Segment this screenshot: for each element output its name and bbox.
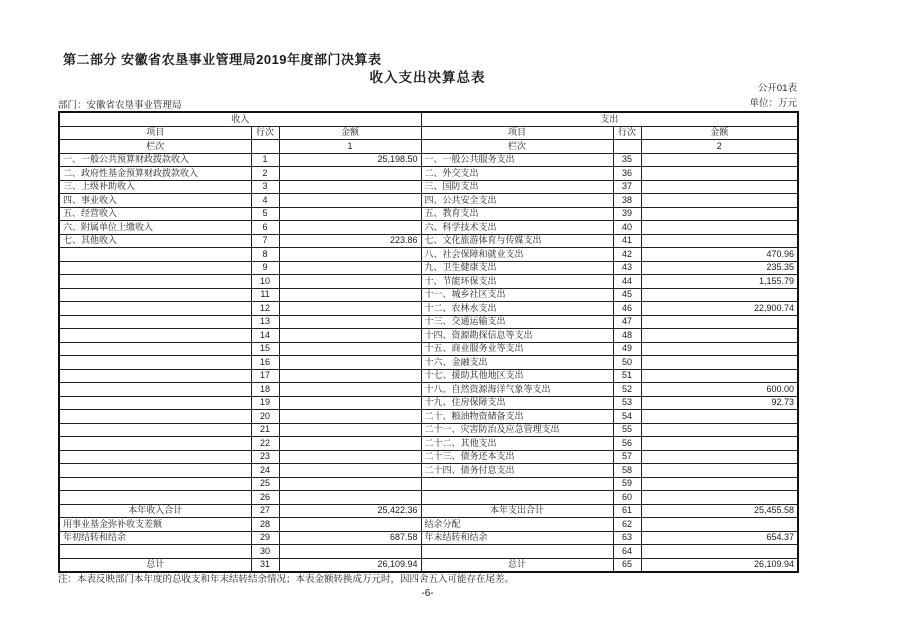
income-item-cell bbox=[59, 315, 251, 329]
expense-line-cell: 63 bbox=[613, 531, 641, 545]
expense-item-cell: 十四、资源勘探信息等支出 bbox=[421, 329, 613, 343]
income-line-cell: 25 bbox=[251, 477, 279, 491]
table-row bbox=[59, 356, 798, 370]
table-row bbox=[59, 477, 798, 491]
table-row bbox=[59, 437, 798, 451]
table-row bbox=[59, 396, 798, 410]
income-item-cell bbox=[59, 369, 251, 383]
expense-amount-cell bbox=[641, 464, 798, 478]
expense-line-cell: 41 bbox=[613, 234, 641, 248]
expense-line-cell: 45 bbox=[613, 288, 641, 302]
income-amount-cell bbox=[279, 221, 421, 235]
expense-item-cell: 二、外交支出 bbox=[421, 167, 613, 181]
expense-amount-cell bbox=[641, 356, 798, 370]
table-row bbox=[59, 180, 798, 194]
income-amount-cell bbox=[279, 369, 421, 383]
expense-item-cell: 十六、金融支出 bbox=[421, 356, 613, 370]
income-item-cell: 本年收入合计 bbox=[59, 504, 251, 518]
table-row bbox=[59, 302, 798, 316]
expense-line-cell: 39 bbox=[613, 207, 641, 221]
expense-item-cell: 十九、住房保障支出 bbox=[421, 396, 613, 410]
income-amount-col-header: 金额 bbox=[279, 126, 421, 140]
budget-table bbox=[58, 111, 799, 573]
income-amount-cell bbox=[279, 450, 421, 464]
expense-line-cell: 58 bbox=[613, 464, 641, 478]
expense-line-cell: 60 bbox=[613, 491, 641, 505]
income-amount-cell bbox=[279, 437, 421, 451]
income-item-cell bbox=[59, 491, 251, 505]
expense-item-cell: 二十三、债务还本支出 bbox=[421, 450, 613, 464]
income-amount-cell: 25,422.36 bbox=[279, 504, 421, 518]
table-row bbox=[59, 248, 798, 262]
table-row bbox=[59, 423, 798, 437]
expense-item-cell bbox=[421, 477, 613, 491]
income-line-cell: 19 bbox=[251, 396, 279, 410]
expense-line-cell: 61 bbox=[613, 504, 641, 518]
department-label: 部门：安徽省农垦事业管理局 bbox=[58, 100, 182, 111]
expense-item-cell: 十七、援助其他地区支出 bbox=[421, 369, 613, 383]
income-line-cell: 7 bbox=[251, 234, 279, 248]
income-index-line-blank bbox=[251, 140, 279, 154]
income-item-cell bbox=[59, 396, 251, 410]
expense-item-cell: 十二、农林水支出 bbox=[421, 302, 613, 316]
income-amount-cell bbox=[279, 545, 421, 559]
expense-line-cell: 42 bbox=[613, 248, 641, 262]
income-item-cell: 年初结转和结余 bbox=[59, 531, 251, 545]
expense-amount-cell bbox=[641, 423, 798, 437]
expense-item-cell: 二十一、灾害防治及应急管理支出 bbox=[421, 423, 613, 437]
income-amount-cell bbox=[279, 288, 421, 302]
income-line-cell: 20 bbox=[251, 410, 279, 424]
income-item-cell bbox=[59, 464, 251, 478]
expense-line-cell: 48 bbox=[613, 329, 641, 343]
table-row bbox=[59, 234, 798, 248]
income-line-cell: 1 bbox=[251, 153, 279, 167]
table-row bbox=[59, 450, 798, 464]
table-row bbox=[59, 275, 798, 289]
table-row bbox=[59, 194, 798, 208]
income-line-cell: 26 bbox=[251, 491, 279, 505]
expense-item-cell: 本年支出合计 bbox=[421, 504, 613, 518]
expense-amount-cell bbox=[641, 167, 798, 181]
table-row bbox=[59, 558, 798, 572]
section-header-row bbox=[59, 112, 798, 126]
expense-item-cell bbox=[421, 491, 613, 505]
expense-amount-cell: 600.00 bbox=[641, 383, 798, 397]
income-line-cell: 21 bbox=[251, 423, 279, 437]
column-index-row bbox=[59, 140, 798, 154]
income-item-cell: 三、上级补助收入 bbox=[59, 180, 251, 194]
income-amount-cell bbox=[279, 356, 421, 370]
expense-amount-cell bbox=[641, 518, 798, 532]
income-line-cell: 15 bbox=[251, 342, 279, 356]
table-row bbox=[59, 383, 798, 397]
table-row bbox=[59, 221, 798, 235]
document-title: 第二部分 安徽省农垦事业管理局2019年度部门决算表 bbox=[63, 52, 382, 67]
income-item-cell: 总计 bbox=[59, 558, 251, 572]
expense-amount-cell bbox=[641, 491, 798, 505]
expense-item-cell: 十一、城乡社区支出 bbox=[421, 288, 613, 302]
table-row bbox=[59, 545, 798, 559]
expense-item-cell: 九、卫生健康支出 bbox=[421, 261, 613, 275]
page-number: -6- bbox=[421, 588, 434, 599]
income-item-cell bbox=[59, 423, 251, 437]
expense-item-cell: 结余分配 bbox=[421, 518, 613, 532]
income-line-cell: 4 bbox=[251, 194, 279, 208]
income-item-cell bbox=[59, 383, 251, 397]
table-row bbox=[59, 342, 798, 356]
expense-line-cell: 64 bbox=[613, 545, 641, 559]
expense-index-number: 2 bbox=[641, 140, 798, 154]
income-line-cell: 29 bbox=[251, 531, 279, 545]
expense-line-cell: 55 bbox=[613, 423, 641, 437]
income-amount-cell bbox=[279, 396, 421, 410]
expense-amount-col-header: 金额 bbox=[641, 126, 798, 140]
expense-index-label: 栏次 bbox=[421, 140, 613, 154]
income-line-cell: 5 bbox=[251, 207, 279, 221]
income-amount-cell bbox=[279, 423, 421, 437]
expense-amount-cell: 26,109.94 bbox=[641, 558, 798, 572]
income-line-cell: 28 bbox=[251, 518, 279, 532]
expense-amount-cell bbox=[641, 194, 798, 208]
income-item-cell: 一、一般公共预算财政拨款收入 bbox=[59, 153, 251, 167]
income-item-cell: 四、事业收入 bbox=[59, 194, 251, 208]
income-amount-cell: 25,198.50 bbox=[279, 153, 421, 167]
income-item-cell: 七、其他收入 bbox=[59, 234, 251, 248]
income-item-cell: 用事业基金弥补收支差额 bbox=[59, 518, 251, 532]
expense-line-col-header: 行次 bbox=[613, 126, 641, 140]
expense-amount-cell bbox=[641, 342, 798, 356]
income-line-cell: 24 bbox=[251, 464, 279, 478]
income-amount-cell bbox=[279, 477, 421, 491]
income-amount-cell bbox=[279, 180, 421, 194]
income-item-cell bbox=[59, 410, 251, 424]
income-item-col-header: 项目 bbox=[59, 126, 251, 140]
expense-amount-cell: 25,455.58 bbox=[641, 504, 798, 518]
income-amount-cell: 687.58 bbox=[279, 531, 421, 545]
expense-item-col-header: 项目 bbox=[421, 126, 613, 140]
table-title: 收入支出决算总表 bbox=[369, 70, 486, 85]
expense-line-cell: 53 bbox=[613, 396, 641, 410]
expense-line-cell: 46 bbox=[613, 302, 641, 316]
income-line-cell: 9 bbox=[251, 261, 279, 275]
expense-item-cell: 二十二、其他支出 bbox=[421, 437, 613, 451]
income-line-cell: 13 bbox=[251, 315, 279, 329]
income-line-cell: 10 bbox=[251, 275, 279, 289]
income-line-cell: 30 bbox=[251, 545, 279, 559]
expense-line-cell: 38 bbox=[613, 194, 641, 208]
table-row bbox=[59, 464, 798, 478]
income-item-cell bbox=[59, 545, 251, 559]
income-line-cell: 12 bbox=[251, 302, 279, 316]
expense-line-cell: 50 bbox=[613, 356, 641, 370]
income-amount-cell bbox=[279, 167, 421, 181]
income-amount-cell bbox=[279, 491, 421, 505]
income-amount-cell bbox=[279, 315, 421, 329]
income-line-col-header: 行次 bbox=[251, 126, 279, 140]
income-line-cell: 27 bbox=[251, 504, 279, 518]
expense-line-cell: 49 bbox=[613, 342, 641, 356]
expense-line-cell: 47 bbox=[613, 315, 641, 329]
income-amount-cell bbox=[279, 207, 421, 221]
income-item-cell bbox=[59, 437, 251, 451]
expense-item-cell: 三、国防支出 bbox=[421, 180, 613, 194]
expense-amount-cell bbox=[641, 207, 798, 221]
expense-amount-cell bbox=[641, 221, 798, 235]
expense-amount-cell bbox=[641, 410, 798, 424]
expense-section-header: 支出 bbox=[421, 112, 798, 126]
expense-line-cell: 51 bbox=[613, 369, 641, 383]
expense-amount-cell bbox=[641, 315, 798, 329]
expense-item-cell: 四、公共安全支出 bbox=[421, 194, 613, 208]
income-amount-cell: 223.86 bbox=[279, 234, 421, 248]
expense-line-cell: 54 bbox=[613, 410, 641, 424]
income-line-cell: 8 bbox=[251, 248, 279, 262]
expense-amount-cell: 92.73 bbox=[641, 396, 798, 410]
income-item-cell bbox=[59, 329, 251, 343]
expense-amount-cell: 654.37 bbox=[641, 531, 798, 545]
income-line-cell: 22 bbox=[251, 437, 279, 451]
table-row bbox=[59, 369, 798, 383]
income-amount-cell bbox=[279, 261, 421, 275]
table-row bbox=[59, 410, 798, 424]
income-item-cell bbox=[59, 302, 251, 316]
footnote: 注：本表反映部门本年度的总收支和年末结转结余情况；本表金额转换成万元时，因四舍五入可能存在尾差。 bbox=[58, 574, 515, 585]
expense-item-cell: 十、节能环保支出 bbox=[421, 275, 613, 289]
expense-line-cell: 43 bbox=[613, 261, 641, 275]
table-row bbox=[59, 315, 798, 329]
income-item-cell bbox=[59, 275, 251, 289]
expense-line-cell: 56 bbox=[613, 437, 641, 451]
expense-item-cell: 八、社会保障和就业支出 bbox=[421, 248, 613, 262]
income-item-cell bbox=[59, 288, 251, 302]
income-line-cell: 3 bbox=[251, 180, 279, 194]
column-header-row bbox=[59, 126, 798, 140]
expense-item-cell: 总计 bbox=[421, 558, 613, 572]
income-line-cell: 31 bbox=[251, 558, 279, 572]
table-row bbox=[59, 329, 798, 343]
income-amount-cell: 26,109.94 bbox=[279, 558, 421, 572]
income-amount-cell bbox=[279, 383, 421, 397]
expense-line-cell: 37 bbox=[613, 180, 641, 194]
expense-amount-cell bbox=[641, 477, 798, 491]
expense-line-cell: 52 bbox=[613, 383, 641, 397]
expense-item-cell: 七、文化旅游体育与传媒支出 bbox=[421, 234, 613, 248]
income-item-cell: 二、政府性基金预算财政拨款收入 bbox=[59, 167, 251, 181]
expense-line-cell: 59 bbox=[613, 477, 641, 491]
income-amount-cell bbox=[279, 518, 421, 532]
income-line-cell: 14 bbox=[251, 329, 279, 343]
income-item-cell: 五、经营收入 bbox=[59, 207, 251, 221]
income-index-label: 栏次 bbox=[59, 140, 251, 154]
income-amount-cell bbox=[279, 248, 421, 262]
expense-amount-cell bbox=[641, 369, 798, 383]
income-item-cell bbox=[59, 477, 251, 491]
expense-amount-cell: 1,155.79 bbox=[641, 275, 798, 289]
expense-item-cell: 一、一般公共服务支出 bbox=[421, 153, 613, 167]
income-item-cell bbox=[59, 248, 251, 262]
table-row bbox=[59, 518, 798, 532]
table-row bbox=[59, 504, 798, 518]
expense-amount-cell bbox=[641, 234, 798, 248]
expense-amount-cell: 235.35 bbox=[641, 261, 798, 275]
income-line-cell: 17 bbox=[251, 369, 279, 383]
expense-item-cell bbox=[421, 545, 613, 559]
expense-item-cell: 十三、交通运输支出 bbox=[421, 315, 613, 329]
income-item-cell bbox=[59, 342, 251, 356]
expense-item-cell: 二十、粮油物资储备支出 bbox=[421, 410, 613, 424]
income-amount-cell bbox=[279, 329, 421, 343]
expense-line-cell: 40 bbox=[613, 221, 641, 235]
table-row bbox=[59, 491, 798, 505]
expense-amount-cell bbox=[641, 288, 798, 302]
expense-item-cell: 十八、自然资源海洋气象等支出 bbox=[421, 383, 613, 397]
income-index-number: 1 bbox=[279, 140, 421, 154]
unit-label: 单位：万元 bbox=[749, 98, 797, 109]
income-amount-cell bbox=[279, 410, 421, 424]
table-row bbox=[59, 207, 798, 221]
income-item-cell bbox=[59, 450, 251, 464]
expense-amount-cell bbox=[641, 437, 798, 451]
table-code: 公开01表 bbox=[757, 83, 797, 94]
expense-amount-cell: 22,900.74 bbox=[641, 302, 798, 316]
expense-item-cell: 十五、商业服务业等支出 bbox=[421, 342, 613, 356]
expense-line-cell: 44 bbox=[613, 275, 641, 289]
income-amount-cell bbox=[279, 275, 421, 289]
expense-item-cell: 五、教育支出 bbox=[421, 207, 613, 221]
expense-amount-cell: 470.96 bbox=[641, 248, 798, 262]
expense-line-cell: 35 bbox=[613, 153, 641, 167]
income-amount-cell bbox=[279, 342, 421, 356]
income-amount-cell bbox=[279, 194, 421, 208]
expense-amount-cell bbox=[641, 153, 798, 167]
expense-line-cell: 62 bbox=[613, 518, 641, 532]
income-item-cell: 六、附属单位上缴收入 bbox=[59, 221, 251, 235]
income-amount-cell bbox=[279, 302, 421, 316]
table-row bbox=[59, 167, 798, 181]
expense-index-line-blank bbox=[613, 140, 641, 154]
income-section-header: 收入 bbox=[59, 112, 421, 126]
table-row bbox=[59, 261, 798, 275]
income-line-cell: 16 bbox=[251, 356, 279, 370]
expense-line-cell: 65 bbox=[613, 558, 641, 572]
table-row bbox=[59, 288, 798, 302]
expense-amount-cell bbox=[641, 450, 798, 464]
income-item-cell bbox=[59, 356, 251, 370]
expense-line-cell: 57 bbox=[613, 450, 641, 464]
table-body bbox=[59, 153, 798, 572]
expense-item-cell: 二十四、债务付息支出 bbox=[421, 464, 613, 478]
income-line-cell: 23 bbox=[251, 450, 279, 464]
expense-amount-cell bbox=[641, 329, 798, 343]
income-item-cell bbox=[59, 261, 251, 275]
expense-amount-cell bbox=[641, 180, 798, 194]
table-row bbox=[59, 153, 798, 167]
expense-item-cell: 六、科学技术支出 bbox=[421, 221, 613, 235]
income-amount-cell bbox=[279, 464, 421, 478]
income-line-cell: 2 bbox=[251, 167, 279, 181]
expense-item-cell: 年末结转和结余 bbox=[421, 531, 613, 545]
table-row bbox=[59, 531, 798, 545]
income-line-cell: 11 bbox=[251, 288, 279, 302]
expense-line-cell: 36 bbox=[613, 167, 641, 181]
expense-amount-cell bbox=[641, 545, 798, 559]
income-line-cell: 18 bbox=[251, 383, 279, 397]
income-line-cell: 6 bbox=[251, 221, 279, 235]
